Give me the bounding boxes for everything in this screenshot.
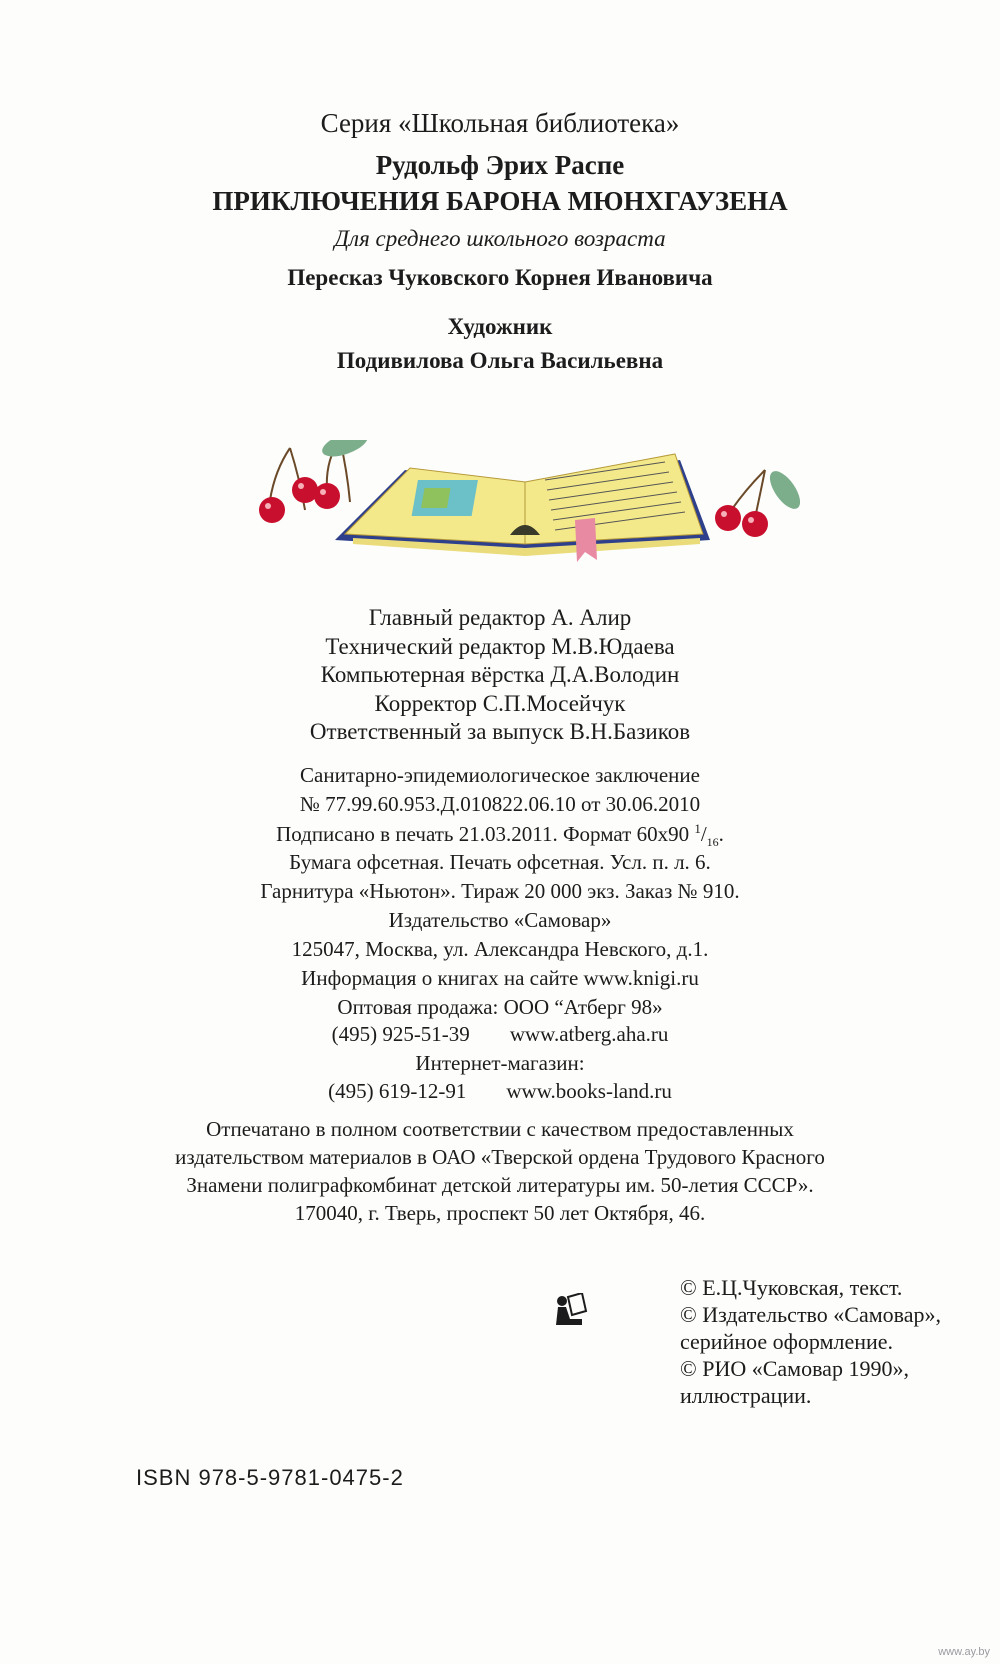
reading-figure-logo-icon [552,1293,592,1329]
right-cherries-icon [715,466,805,537]
publisher-address: 125047, Москва, ул. Александра Невского, д.1. [291,937,709,961]
copyright-line: © Издательство «Самовар», [680,1302,942,1327]
credit-line: Главный редактор А. Алир [368,605,632,630]
copyright-line: серийное оформление. [680,1329,894,1354]
open-book-with-cherries-icon [245,440,805,600]
shop-label: Интернет-магазин: [415,1051,585,1075]
artist-name: Подивилова Ольга Васильевна [336,348,664,373]
author-name: Рудольф Эрих Распе [375,150,625,180]
typeface-info: Гарнитура «Ньютон». Тираж 20 000 экз. Заказ № 910. [260,879,740,903]
credit-line: Корректор С.П.Мосейчук [374,691,626,716]
artist-label: Художник [447,314,553,339]
copyright-line: © РИО «Самовар 1990», [680,1356,909,1381]
credit-line: Технический редактор М.В.Юдаева [325,634,675,659]
printing-note: Знамени полиграфкомбинат детской литературы им. 50-летия СССР». [186,1173,814,1197]
wholesale-contacts: (495) 925-51-39 www.atberg.aha.ru [331,1022,669,1046]
credit-line: Компьютерная вёрстка Д.А.Володин [320,662,680,687]
watermark: www.ay.by [938,1646,990,1658]
left-cherries-icon [259,440,371,523]
age-group: Для среднего школьного возраста [334,226,666,251]
printing-note: издательством материалов в ОАО «Тверской ордена Трудового Красного [175,1145,825,1169]
signed-to-print: Подписано в печать 21.03.2011. Формат 60х90 $^1/_{16}$. [276,821,724,849]
book-title: ПРИКЛЮЧЕНИЯ БАРОНА МЮНХГАУЗЕНА [212,186,788,216]
format-numerator: 1 [694,821,701,836]
isbn-number: ISBN 978-5-9781-0475-2 [136,1465,404,1490]
credit-line: Ответственный за выпуск В.Н.Базиков [309,719,691,744]
sanitary-number: № 77.99.60.953.Д.010822.06.10 от 30.06.2010 [299,792,701,816]
copyright-line: иллюстрации. [680,1383,812,1408]
wholesale-label: Оптовая продажа: ООО “Атберг 98» [337,995,663,1019]
printing-note: Отпечатано в полном соответствии с качеством предоставленных [206,1117,794,1141]
format-denominator: 16 [706,835,719,849]
publisher-website: Информация о книгах на сайте www.knigi.ru [301,966,699,990]
series-title: Серия «Школьная библиотека» [320,108,680,138]
retelling-credit: Пересказ Чуковского Корнея Ивановича [287,265,713,290]
open-book-icon [335,454,710,562]
printing-note: 170040, г. Тверь, проспект 50 лет Октября, 46. [294,1201,706,1225]
shop-contacts: (495) 619-12-91 www.books-land.ru [328,1079,672,1103]
publisher-name: Издательство «Самовар» [388,908,612,932]
paper-info: Бумага офсетная. Печать офсетная. Усл. п. л. 6. [289,850,711,874]
sanitary-conclusion: Санитарно-эпидемиологическое заключение [300,763,700,787]
copyright-line: © Е.Ц.Чуковская, текст. [680,1275,903,1300]
